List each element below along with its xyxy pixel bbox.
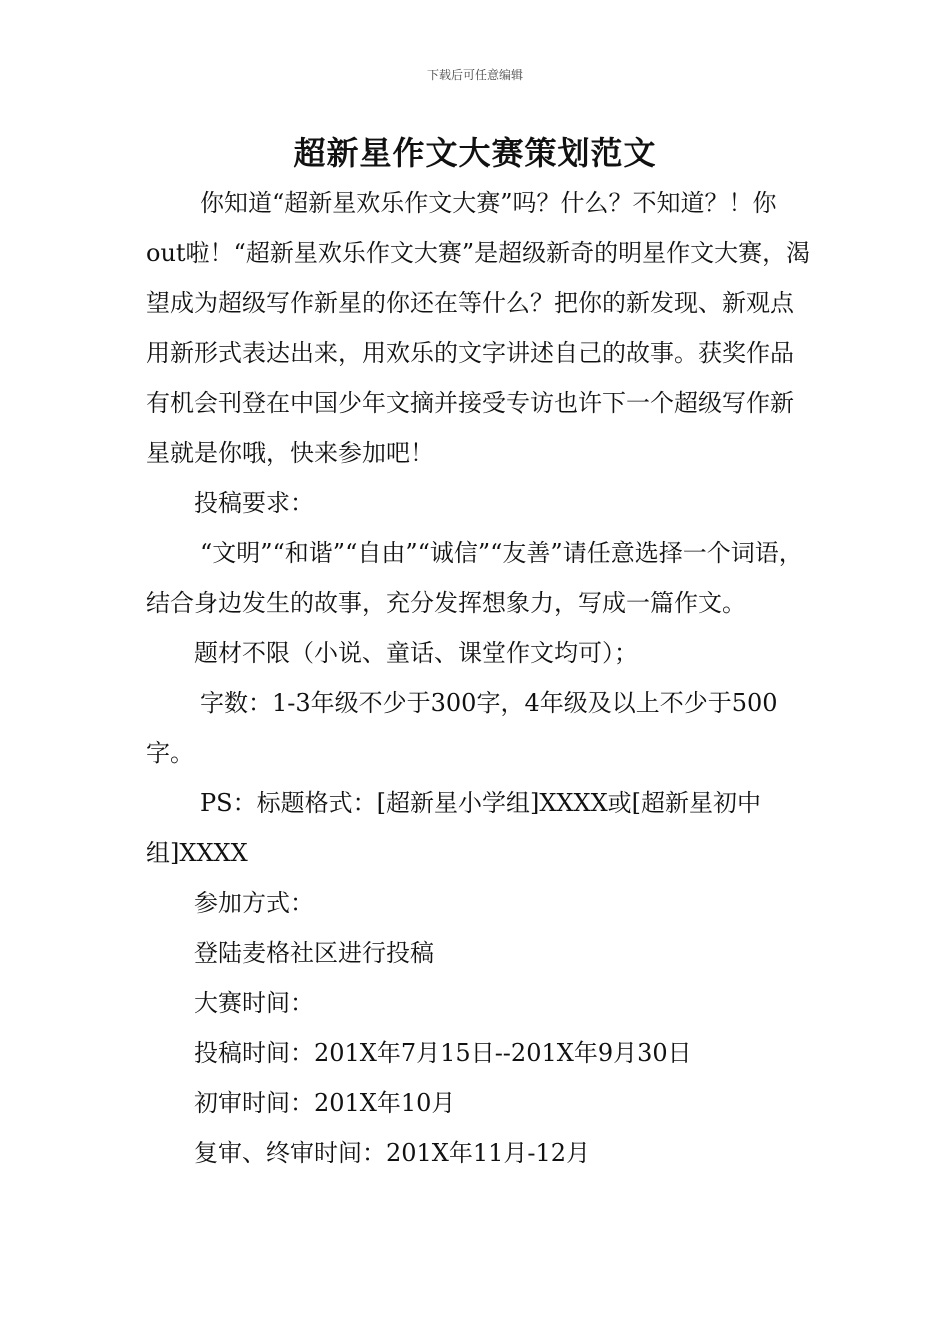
- paragraph-genre: 题材不限（小说、童话、课堂作文均可）；: [194, 639, 638, 667]
- paragraph-theme-words: “文明”“和谐”“自由”“诚信”“友善”请任意选择一个词语，结合身边发生的故事，充分发挥想象力，写成一篇作文。: [146, 539, 803, 617]
- paragraph-initial-review: 初审时间：201X年10月: [194, 1089, 456, 1117]
- paragraph-final-review: 复审、终审时间：201X年11月-12月: [194, 1139, 591, 1167]
- header-note: 下载后可任意编辑: [426, 68, 523, 82]
- paragraph-schedule-heading: 大赛时间：: [194, 989, 314, 1017]
- paragraph-participation-heading: 参加方式：: [194, 889, 314, 917]
- paragraph-submission-heading: 投稿要求：: [194, 489, 314, 517]
- document-body: [146, 178, 814, 1178]
- paragraph-intro: 你知道“超新星欢乐作文大赛”吗？什么？不知道？！你out啦！“超新星欢乐作文大赛”是超级新奇的明星作文大赛，渴望成为超级写作新星的你还在等什么？把你的新发现、新观点用新形式表达出来，用欢乐的文字讲述自己的故事。获奖作品有机会刊登在中国少年文摘并接受专访也许下一个超级写作新星就是你哦，快来参加吧！: [146, 189, 811, 467]
- page-title: 超新星作文大赛策划范文: [293, 134, 657, 172]
- paragraph-submission-period: 投稿时间：201X年7月15日--201X年9月30日: [194, 1039, 692, 1067]
- paragraph-participation-method: 登陆麦格社区进行投稿: [194, 939, 434, 967]
- paragraph-title-format: PS：标题格式：[超新星小学组]XXXX或[超新星初中组]XXXX: [146, 789, 762, 867]
- paragraph-word-count: 字数：1-3年级不少于300字，4年级及以上不少于500字。: [146, 689, 778, 767]
